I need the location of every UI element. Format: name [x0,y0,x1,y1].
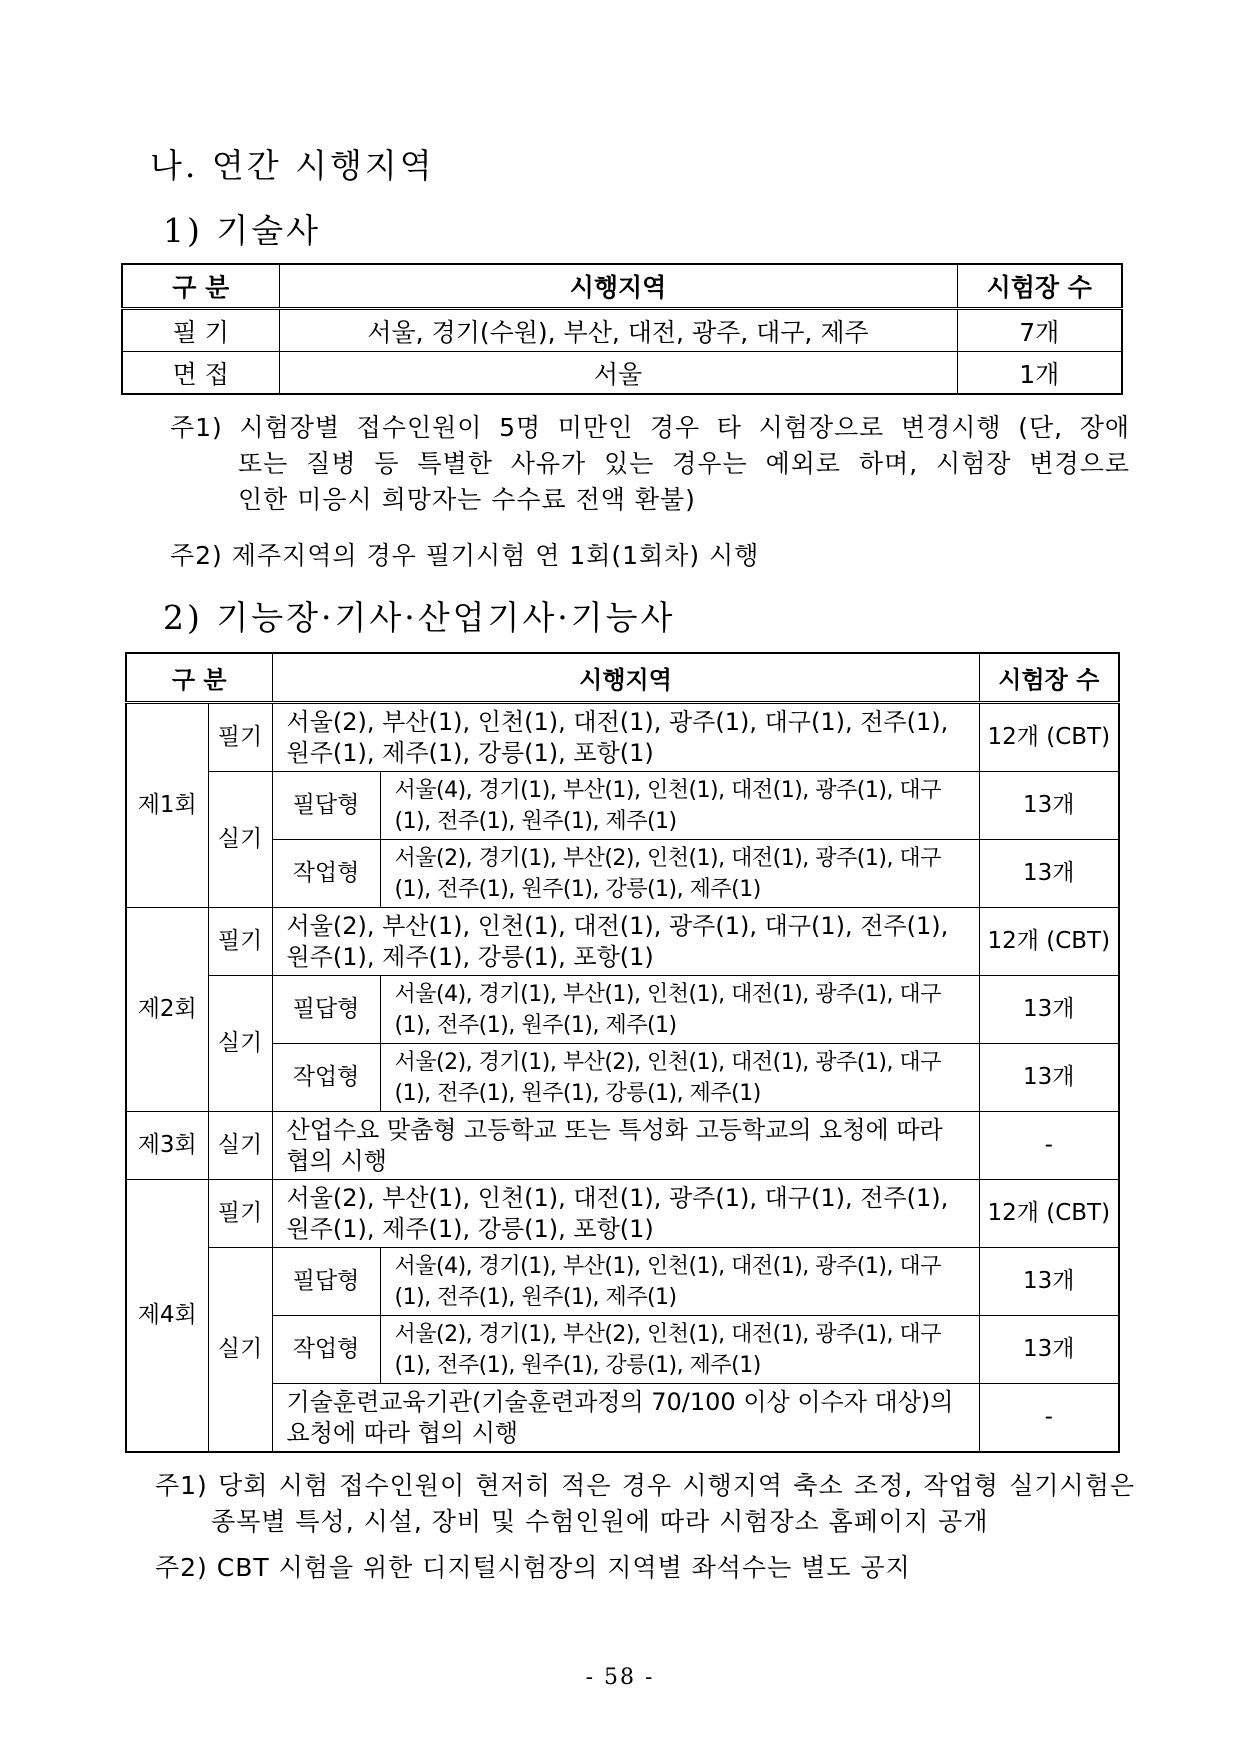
note-3-line-2: 종목별 특성, 시설, 장비 및 수험인원에 따라 시험장소 홈페이지 공개 [211,1507,989,1536]
table-row [126,908,1119,976]
table-row [126,1180,1119,1248]
note-3-line-1: 주1) 당회 시험 접수인원이 현저히 적은 경우 시행지역 축소 조정, 작업형 실기시험은 [155,1471,1135,1500]
section-title: 나. 연간 시행지역 [150,146,435,185]
region-list: 서울(4), 경기(1), 부산(1), 인천(1), 대전(1), 광주(1), 대구(1), 전주(1), 원주(1), 제주(1) [380,976,979,1044]
exam-type: 실기 [208,772,272,908]
practical-subtype: 작업형 [272,840,380,908]
header-category: 구 분 [126,653,272,703]
site-count: - [979,1112,1119,1180]
region-list: 서울(2), 부산(1), 인천(1), 대전(1), 광주(1), 대구(1), 전주(1), 원주(1), 제주(1), 강릉(1), 포항(1) [272,908,979,976]
row-region: 서울 [279,352,957,395]
region-list: 서울(2), 경기(1), 부산(2), 인천(1), 대전(1), 광주(1), 대구(1), 전주(1), 원주(1), 강릉(1), 제주(1) [380,1316,979,1384]
region-list: 서울(2), 경기(1), 부산(2), 인천(1), 대전(1), 광주(1), 대구(1), 전주(1), 원주(1), 강릉(1), 제주(1) [380,840,979,908]
table-row [122,309,1122,352]
header-site-count: 시험장 수 [979,653,1119,703]
table-row [126,976,1119,1044]
site-count: 13개 [979,1248,1119,1316]
practical-subtype: 작업형 [272,1044,380,1112]
exam-type: 필기 [208,703,272,772]
exam-type: 실기 [208,1248,272,1453]
table-header-row [126,653,1119,703]
table-row [126,1316,1119,1384]
table-row [126,1044,1119,1112]
region-list: 기술훈련교육기관(기술훈련과정의 70/100 이상 이수자 대상)의 요청에 따라 협의 시행 [272,1384,979,1453]
region-list: 서울(4), 경기(1), 부산(1), 인천(1), 대전(1), 광주(1), 대구(1), 전주(1), 원주(1), 제주(1) [380,1248,979,1316]
note-1-line-3: 인한 미응시 희망자는 수수료 전액 환불) [238,485,696,514]
subsection-title-professional-engineer: 1) 기술사 [163,211,321,250]
site-count: 12개 (CBT) [979,1180,1119,1248]
technician-exam-table [125,652,1120,1453]
table-row [126,772,1119,840]
row-site-count: 7개 [957,309,1122,352]
professional-engineer-exam-table [121,263,1123,395]
table-row [126,703,1119,772]
practical-subtype: 필답형 [272,772,380,840]
note-2: 주2) 제주지역의 경우 필기시험 연 1회(1회차) 시행 [170,541,760,570]
exam-type: 실기 [208,976,272,1112]
region-list: 서울(4), 경기(1), 부산(1), 인천(1), 대전(1), 광주(1), 대구(1), 전주(1), 원주(1), 제주(1) [380,772,979,840]
site-count: 13개 [979,1316,1119,1384]
site-count: 12개 (CBT) [979,908,1119,976]
subsection-title-technician: 2) 기능장·기사·산업기사·기능사 [163,598,676,637]
row-category: 면 접 [122,352,279,395]
region-list: 서울(2), 부산(1), 인천(1), 대전(1), 광주(1), 대구(1), 전주(1), 원주(1), 제주(1), 강릉(1), 포항(1) [272,703,979,772]
header-category: 구 분 [122,264,279,309]
round-label: 제4회 [126,1180,208,1453]
table-row [126,1384,1119,1453]
round-label: 제3회 [126,1112,208,1180]
note-3 [155,1468,1135,1540]
region-list: 서울(2), 경기(1), 부산(2), 인천(1), 대전(1), 광주(1), 대구(1), 전주(1), 원주(1), 강릉(1), 제주(1) [380,1044,979,1112]
row-region: 서울, 경기(수원), 부산, 대전, 광주, 대구, 제주 [279,309,957,352]
table-row [126,1112,1119,1180]
practical-subtype: 필답형 [272,1248,380,1316]
note-1-line-2: 또는 질병 등 특별한 사유가 있는 경우는 예외로 하며, 시험장 변경으로 [238,449,1130,478]
round-label: 제2회 [126,908,208,1112]
region-list: 산업수요 맞춤형 고등학교 또는 특성화 고등학교의 요청에 따라 협의 시행 [272,1112,979,1180]
table-row [126,1248,1119,1316]
exam-type: 실기 [208,1112,272,1180]
site-count: 13개 [979,840,1119,908]
exam-type: 필기 [208,1180,272,1248]
row-category: 필 기 [122,309,279,352]
header-region: 시행지역 [279,264,957,309]
site-count: 13개 [979,976,1119,1044]
page-number: - 58 - [585,1665,655,1690]
practical-subtype: 필답형 [272,976,380,1044]
practical-subtype: 작업형 [272,1316,380,1384]
table-row [122,352,1122,395]
table-row [126,840,1119,908]
table-header-row [122,264,1122,309]
round-label: 제1회 [126,703,208,908]
header-region: 시행지역 [272,653,979,703]
site-count: 12개 (CBT) [979,703,1119,772]
site-count: 13개 [979,1044,1119,1112]
row-site-count: 1개 [957,352,1122,395]
note-4: 주2) CBT 시험을 위한 디지털시험장의 지역별 좌석수는 별도 공지 [155,1553,911,1582]
site-count: 13개 [979,772,1119,840]
region-list: 서울(2), 부산(1), 인천(1), 대전(1), 광주(1), 대구(1), 전주(1), 원주(1), 제주(1), 강릉(1), 포항(1) [272,1180,979,1248]
note-1 [170,410,1130,518]
exam-type: 필기 [208,908,272,976]
header-site-count: 시험장 수 [957,264,1122,309]
note-1-line-1: 주1) 시험장별 접수인원이 5명 미만인 경우 타 시험장으로 변경시행 (단, 장애 [170,413,1130,442]
site-count: - [979,1384,1119,1453]
